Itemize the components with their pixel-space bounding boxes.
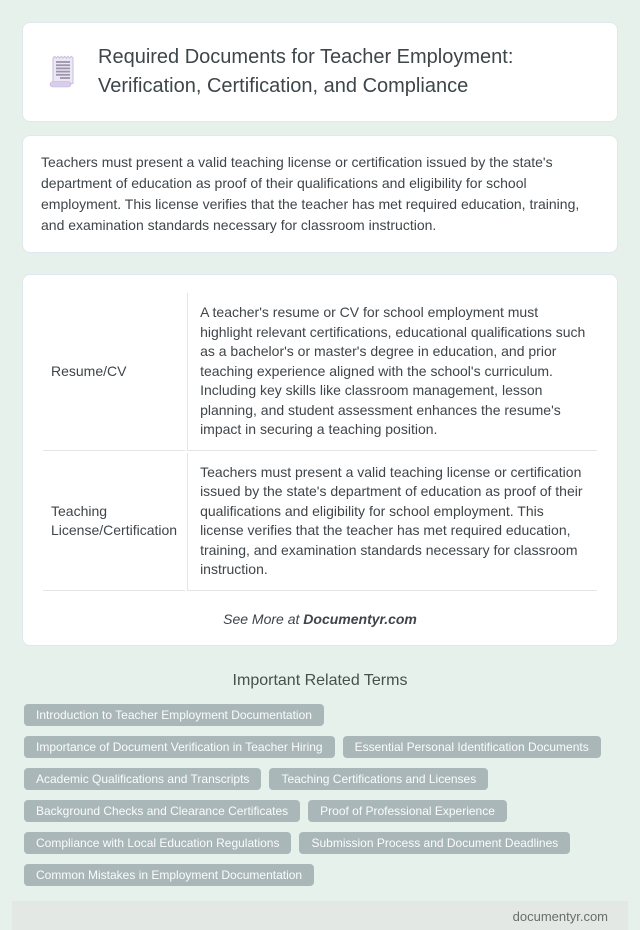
documents-card (22, 274, 618, 646)
summary-text: Teachers must present a valid teaching license or certification issued by the state's department of education as proof of their qualifications and eligibility for school employment. This license verifies that the teacher has met required education, training, and examination standards necessary for classroom instruction. (41, 154, 580, 233)
related-term-tag[interactable]: Introduction to Teacher Employment Documentation (24, 704, 324, 726)
footer-site-text: documentyr.com (512, 909, 608, 924)
description-cell: Teachers must present a valid teaching license or certification issued by the state's department of education as proof of their qualifications and eligibility for school employment. This license verifies that the teacher has met required education, training, and examination standards necessary for classroom instruction. (187, 453, 597, 591)
tag-row (24, 832, 616, 854)
related-term-tag[interactable]: Importance of Document Verification in Teacher Hiring (24, 736, 335, 758)
summary-card (22, 135, 618, 253)
tag-row (24, 704, 616, 726)
related-term-tag[interactable]: Background Checks and Clearance Certificates (24, 800, 300, 822)
related-terms-tags (24, 704, 616, 886)
related-terms-heading: Important Related Terms (232, 671, 408, 689)
see-more-site: Documentyr.com (303, 610, 417, 627)
term-cell: Resume/CV (43, 293, 185, 451)
related-term-tag[interactable]: Submission Process and Document Deadlines (299, 832, 570, 854)
description-cell: A teacher's resume or CV for school employment must highlight relevant certifications, educational qualifications such as a bachelor's or master's degree in education, and prior teaching experience aligned with the school's curriculum. Including key skills like classroom management, lesson planning, and student assessment enhances the resume's impact in securing a teaching position. (187, 293, 597, 451)
related-term-tag[interactable]: Essential Personal Identification Documents (343, 736, 601, 758)
header-card (22, 22, 618, 122)
tag-row (24, 864, 616, 886)
tag-row (24, 800, 616, 822)
term-cell: Teaching License/Certification (43, 453, 185, 591)
see-more-line (41, 611, 599, 627)
related-term-tag[interactable]: Compliance with Local Education Regulations (24, 832, 291, 854)
footer-bar (12, 901, 628, 930)
tag-row (24, 736, 616, 758)
page-title: Required Documents for Teacher Employment: Verification, Certification, and Compliance (98, 46, 514, 97)
related-term-tag[interactable]: Academic Qualifications and Transcripts (24, 768, 261, 790)
documents-table (41, 291, 599, 593)
related-term-tag[interactable]: Proof of Professional Experience (308, 800, 507, 822)
receipt-icon (47, 54, 79, 90)
table-row (43, 293, 597, 451)
see-more-prefix: See More at (223, 610, 304, 627)
related-term-tag[interactable]: Common Mistakes in Employment Documentation (24, 864, 314, 886)
related-term-tag[interactable]: Teaching Certifications and Licenses (269, 768, 488, 790)
tag-row (24, 768, 616, 790)
table-row (43, 453, 597, 591)
